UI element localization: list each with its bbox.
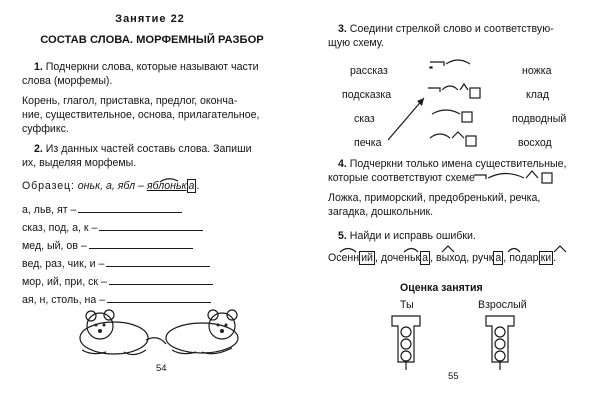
task1-words-line1: Корень, глагол, приставка, предлог, оконча- [22,95,238,107]
task3-right-word[interactable]: клад [526,89,550,101]
task2-row: ая, н, столь, на – [22,294,211,307]
task5-word[interactable]: ручк а [472,252,502,264]
task5-word[interactable]: доченьк а [380,252,429,264]
task3-instruction: 3. Соедини стрелкой слово и соответствую- [338,23,554,35]
traffic-light-adult[interactable] [482,314,518,372]
task2-row: мор, ий, при, ск – [22,276,213,289]
lion-cubs-illustration [72,306,252,362]
answer-line[interactable] [89,240,193,249]
page-number: 55 [448,371,459,382]
morpheme-scheme [426,54,476,78]
assessment-you-label: Ты [400,299,414,311]
lesson-title: СОСТАВ СЛОВА. МОРФЕМНЫЙ РАЗБОР [40,34,264,46]
morpheme-scheme [424,80,484,104]
right-page [302,0,604,403]
task4-words-line2: загадка, дошкольник. [328,206,434,218]
answer-line[interactable] [99,222,203,231]
lesson-number: Занятие 22 [115,13,185,25]
task4-instruction-cont: которые соответствуют схеме [328,172,475,184]
task1-words-line2: ние, существительное, основа, прилагательное, [22,109,260,121]
sample-arrow [386,94,430,144]
task2-row: мед, ый, ов – [22,240,193,253]
task3-right-word[interactable]: восход [518,137,552,149]
page-number: 54 [156,363,167,374]
task3-left-word[interactable]: рассказ [350,65,388,77]
task3-right-word[interactable]: ножка [522,65,552,77]
task2-example: Образец: оньк, а, ябл – яблоньк а . [22,180,200,192]
task4-instruction: 4. Подчеркни только имена существительные, [338,158,567,170]
task5-words: Осенн ий , доченьк а , выход, ручк а , подар ки . [328,252,557,264]
task2-row: сказ, под, а, к – [22,222,203,235]
answer-line[interactable] [109,276,213,285]
task3-right-word[interactable]: подводный [512,113,567,125]
task3-left-word[interactable]: печка [354,137,382,149]
answer-line[interactable] [106,258,210,267]
task2-row: вед, раз, чик, и – [22,258,210,271]
task2-instruction: 2. Из данных частей составь слова. Запиши [34,143,252,155]
task5-morpheme-marks [328,244,588,254]
task1-instruction: 1. Подчеркни слова, которые называют части [34,61,259,73]
morpheme-scheme [428,104,478,128]
example-suffix-arc [156,176,196,182]
answer-line[interactable] [107,294,211,303]
task5-instruction: 5. Найди и исправь ошибки. [338,230,476,242]
task5-word[interactable]: Осенн ий [328,252,373,264]
morpheme-scheme [426,128,486,152]
task1-words-line3: суффикс. [22,123,69,135]
answer-line[interactable] [78,204,182,213]
task1-instruction-cont: слова (морфемы). [22,75,113,87]
task2-row: а, льв, ят – [22,204,182,217]
traffic-light-you[interactable] [388,314,424,372]
task5-word[interactable]: подар ки [509,252,552,264]
task3-left-word[interactable]: сказ [354,113,375,125]
task3-instruction-cont: щую схему. [328,37,384,49]
assessment-adult-label: Взрослый [478,299,527,311]
task2-instruction-cont: их, выделяя морфемы. [22,157,137,169]
task3-left-word[interactable]: подсказка [342,89,392,101]
assessment-title: Оценка занятия [400,282,483,294]
task5-word[interactable]: выход [435,252,467,264]
task4-words-line1: Ложка, приморский, предобренький, речка, [328,192,541,204]
task4-scheme [472,167,568,187]
